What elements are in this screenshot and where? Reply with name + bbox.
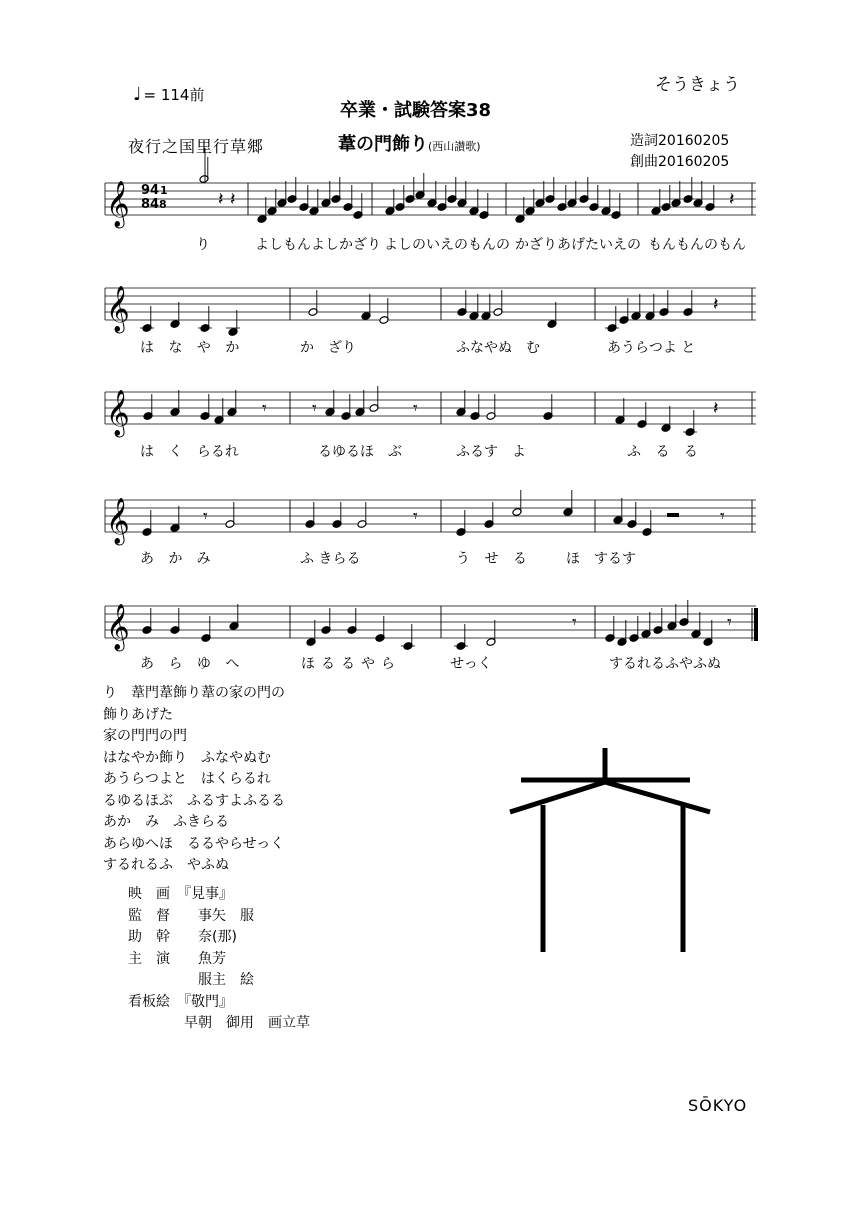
rest-icon: 𝄾 <box>413 506 418 527</box>
poem-line: あうらつよと はくらるれ <box>103 771 271 787</box>
lyric-3-2: るゆるほ ぶ <box>318 444 402 460</box>
poem-line: するれるふ やふぬ <box>103 857 229 873</box>
lyric-4-1: あ か み <box>140 551 211 567</box>
signature: SŌKYO <box>688 1096 748 1115</box>
lyric-2-4: あうらつよ と <box>607 340 696 356</box>
final-barline <box>752 608 756 641</box>
treble-clef-icon: 𝄞 <box>106 390 130 436</box>
treble-clef-icon: 𝄞 <box>106 498 130 544</box>
lyric-1-5: もんもんのもん <box>648 237 746 253</box>
time-signature <box>141 183 168 212</box>
rest-icon: 𝄽 <box>713 398 719 419</box>
quarter-note-icon: ♩ <box>133 84 142 105</box>
time-sig-9: 9 <box>141 183 151 198</box>
lyric-5-1: あ ら ゆ へ <box>140 656 240 672</box>
credit-line: 監 督 事矢 服 <box>128 907 254 924</box>
poem-line: り 葦門葦飾り葦の家の門の <box>103 685 285 701</box>
poem-text <box>103 683 285 877</box>
poem-line: 飾りあげた <box>103 706 173 723</box>
lyric-3-1: は く らるれ <box>140 444 239 460</box>
lyric-3-4: ふ る る <box>627 444 698 460</box>
song-title-text: 葦の門飾り <box>338 134 428 155</box>
rest-icon: 𝄽 <box>218 189 224 210</box>
rest-icon: 𝄾 <box>413 398 418 419</box>
lyric-1-3: よしのいえのもんの <box>384 237 510 253</box>
lyrics-date: 造詞20160205 <box>630 133 730 149</box>
poem-line: あらゆへほ るるやらせっく <box>103 835 285 852</box>
tempo-text: = 114前 <box>143 86 205 104</box>
gate-icon <box>510 748 710 952</box>
time-sig-8: 8 <box>141 197 151 212</box>
rest-icon: 𝄾 <box>720 506 725 527</box>
rest-icon: 𝄾 <box>203 506 208 527</box>
notes-group <box>140 148 735 650</box>
lyric-2-3: ふなやぬ む <box>456 340 540 356</box>
lyric-1-2: よしもんよしかざり <box>255 237 381 253</box>
credit-line: 看板絵 『敬門』 <box>128 993 233 1010</box>
poem-line: るゆるほぶ ふるすよふるる <box>103 792 285 809</box>
rest-icon: 𝄾 <box>727 612 732 633</box>
lyric-2-2: か ざり <box>300 340 356 356</box>
lyric-3-3: ふるす よ <box>456 444 526 460</box>
poem-line: あか み ふきらる <box>103 814 229 830</box>
treble-clef-icon: 𝄞 <box>106 604 130 650</box>
half-rest-icon <box>667 513 679 517</box>
rest-icon: 𝄽 <box>729 189 735 210</box>
credit-line: 映 画 『見事』 <box>128 886 233 902</box>
credit-line: 助 幹 奈(那) <box>128 929 237 945</box>
rest-icon: 𝄾 <box>572 612 577 633</box>
lyric-1-4: かざりあげたいえの <box>515 237 641 253</box>
rest-icon: 𝄾 <box>312 398 317 419</box>
credits <box>128 884 310 1035</box>
lyric-5-3: せっく <box>450 656 492 672</box>
time-sig-4a: 4 <box>150 183 160 198</box>
composer-name: そうきょう <box>655 75 740 95</box>
lyric-4-4: ほ するす <box>566 551 636 567</box>
time-sig-4b: 4 <box>150 197 160 212</box>
poem-line: 家の門門の門 <box>103 728 187 744</box>
credit-line: 早朝 御用 画立草 <box>128 1015 310 1031</box>
poem-line: はなやか飾り ふなやぬむ <box>103 749 271 766</box>
rest-icon: 𝄽 <box>713 294 719 315</box>
song-title-note: (西山讃歌) <box>428 140 481 153</box>
page-title: 卒業・試験答案38 <box>340 100 492 121</box>
lyric-5-4: するれるふやふぬ <box>609 656 721 672</box>
time-sig-1: 1 <box>160 184 168 197</box>
lyric-5-2: ほるるやら <box>301 656 401 672</box>
treble-clef-icon: 𝄞 <box>106 286 130 332</box>
lyric-4-2: ふ きらる <box>300 551 361 567</box>
time-sig-8b: 8 <box>159 198 167 211</box>
lyric-4-3: う せ る <box>456 551 527 567</box>
lyric-2-1: は な や か <box>140 340 240 356</box>
kanbun-heading: 夜行之国里行草郷 <box>128 137 265 156</box>
rest-icon: 𝄽 <box>230 189 236 210</box>
treble-clef-icon: 𝄞 <box>106 181 130 227</box>
rest-icon: 𝄾 <box>262 398 267 419</box>
music-date: 創曲20160205 <box>630 154 730 170</box>
lyric-1-1: り <box>196 237 210 253</box>
credit-line: 主 演 魚芳 <box>128 950 226 967</box>
credit-line: 服主 絵 <box>128 972 254 988</box>
